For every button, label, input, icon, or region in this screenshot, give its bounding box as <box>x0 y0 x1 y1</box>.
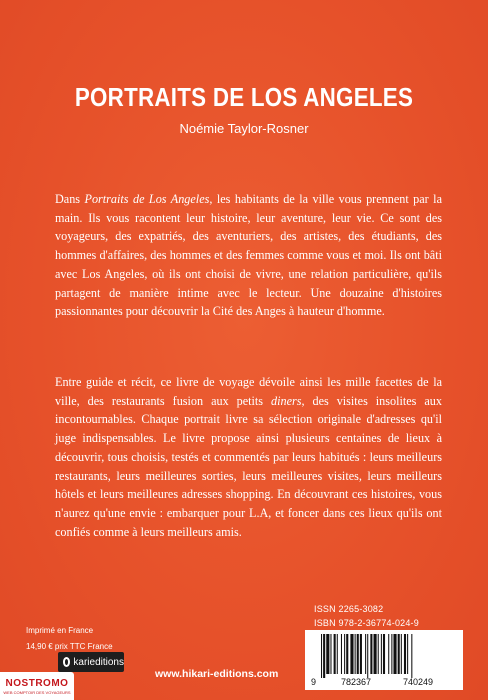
barcode-bar <box>388 634 389 674</box>
barcode-digits <box>305 677 463 689</box>
issn-number: ISSN 2265-3082 <box>314 604 384 614</box>
barcode-bar <box>321 634 322 678</box>
blurb-italic-word: diners <box>271 393 302 408</box>
barcode-bar <box>381 634 382 674</box>
barcode-bar <box>334 634 336 674</box>
book-title: PORTRAITS DE LOS ANGELES <box>74 82 414 112</box>
barcode-bar <box>393 634 396 674</box>
barcode-bar <box>404 634 406 674</box>
barcode-bar <box>374 634 377 674</box>
barcode-digits-right: 740249 <box>403 677 434 687</box>
barcode-bar <box>357 634 359 674</box>
barcode-bar <box>326 634 329 674</box>
barcode-bar <box>407 634 408 674</box>
barcode-bar <box>350 634 353 674</box>
blurb-italic-title: Portraits de Los Angeles <box>84 192 210 206</box>
barcode-bar <box>344 634 345 674</box>
blurb-paragraph-2 <box>55 373 442 541</box>
barcode <box>305 630 463 690</box>
blurb-text: , les habitants de la ville vous prennent par la main. Ils vous racontent leur histoire, leur aventure, leur vie. Ce sont des voyageurs, des expatriés, des aventuriers, des artistes, des étudiants, des hommes d'affaires, des hommes et des femmes comme vous et moi. Ils ont bâti avec Los Angeles, où ils ont choisi de vivre, une relation particulière, qu'ils partagent de manière intime avec le lecteur. Une douzaine d'histoires passionnantes pour découvrir la Cité des Anges à hauteur d'homme. <box>55 192 442 319</box>
publisher-logo <box>58 652 124 672</box>
publisher-logo-text: karieditions <box>73 656 124 668</box>
stamp-name: NOSTROMO <box>5 678 69 689</box>
barcode-bar <box>391 634 392 674</box>
publisher-mark-icon <box>63 657 70 667</box>
barcode-bar <box>398 634 400 674</box>
barcode-bar <box>367 634 368 678</box>
stamp-subtitle: WEB COMPTOIR DES VOYAGEURS <box>3 690 71 695</box>
barcode-bar <box>346 634 348 674</box>
barcode-bar <box>330 634 331 674</box>
price: 14,90 € prix TTC France <box>26 642 113 651</box>
barcode-bar <box>401 634 402 674</box>
barcode-bar <box>341 634 342 674</box>
barcode-bar <box>411 634 412 678</box>
barcode-digits-left: 782367 <box>341 677 372 687</box>
blurb-text: Dans <box>55 192 85 206</box>
barcode-bar <box>355 634 356 674</box>
isbn-number: ISBN 978-2-36774-024-9 <box>314 618 419 628</box>
barcode-bar <box>365 634 366 674</box>
barcode-bar <box>378 634 379 674</box>
publisher-website: www.hikari-editions.com <box>155 668 279 680</box>
barcode-bar <box>383 634 385 674</box>
barcode-bar <box>337 634 338 674</box>
barcode-bar <box>360 634 362 674</box>
barcode-bar <box>370 634 372 674</box>
blurb-text: , des visites insolites aux incontournables. Chaque portrait livre sa sélection originale d'adresses qu'il juge indispensables. Le livre propose ainsi plusieurs centaines de lieux à découvrir, tous choisis, testés et commentés par leurs habitués : leurs meilleurs restaurants, leurs meilleures sorties, leurs meilleures visites, leurs meilleurs hôtels et leurs meilleures adresses shopping. En découvrant ces histoires, vous n'aurez qu'une envie : embarquer pour L.A, et foncer dans ces lieux qu'ils ont confiés comme à leurs meilleurs amis. <box>55 393 442 539</box>
author-name: Noémie Taylor-Rosner <box>179 121 309 136</box>
barcode-bar <box>323 634 325 678</box>
printed-in: Imprimé en France <box>26 626 94 635</box>
barcode-bars <box>305 630 463 678</box>
bookseller-stamp <box>0 672 74 700</box>
blurb-paragraph-1 <box>55 190 442 321</box>
barcode-digit-first: 9 <box>311 677 317 687</box>
blurb-text: Entre guide et récit, ce livre de voyage dévoile ainsi les mille facettes de la ville, des restaurants fusion aux petits <box>55 375 442 408</box>
